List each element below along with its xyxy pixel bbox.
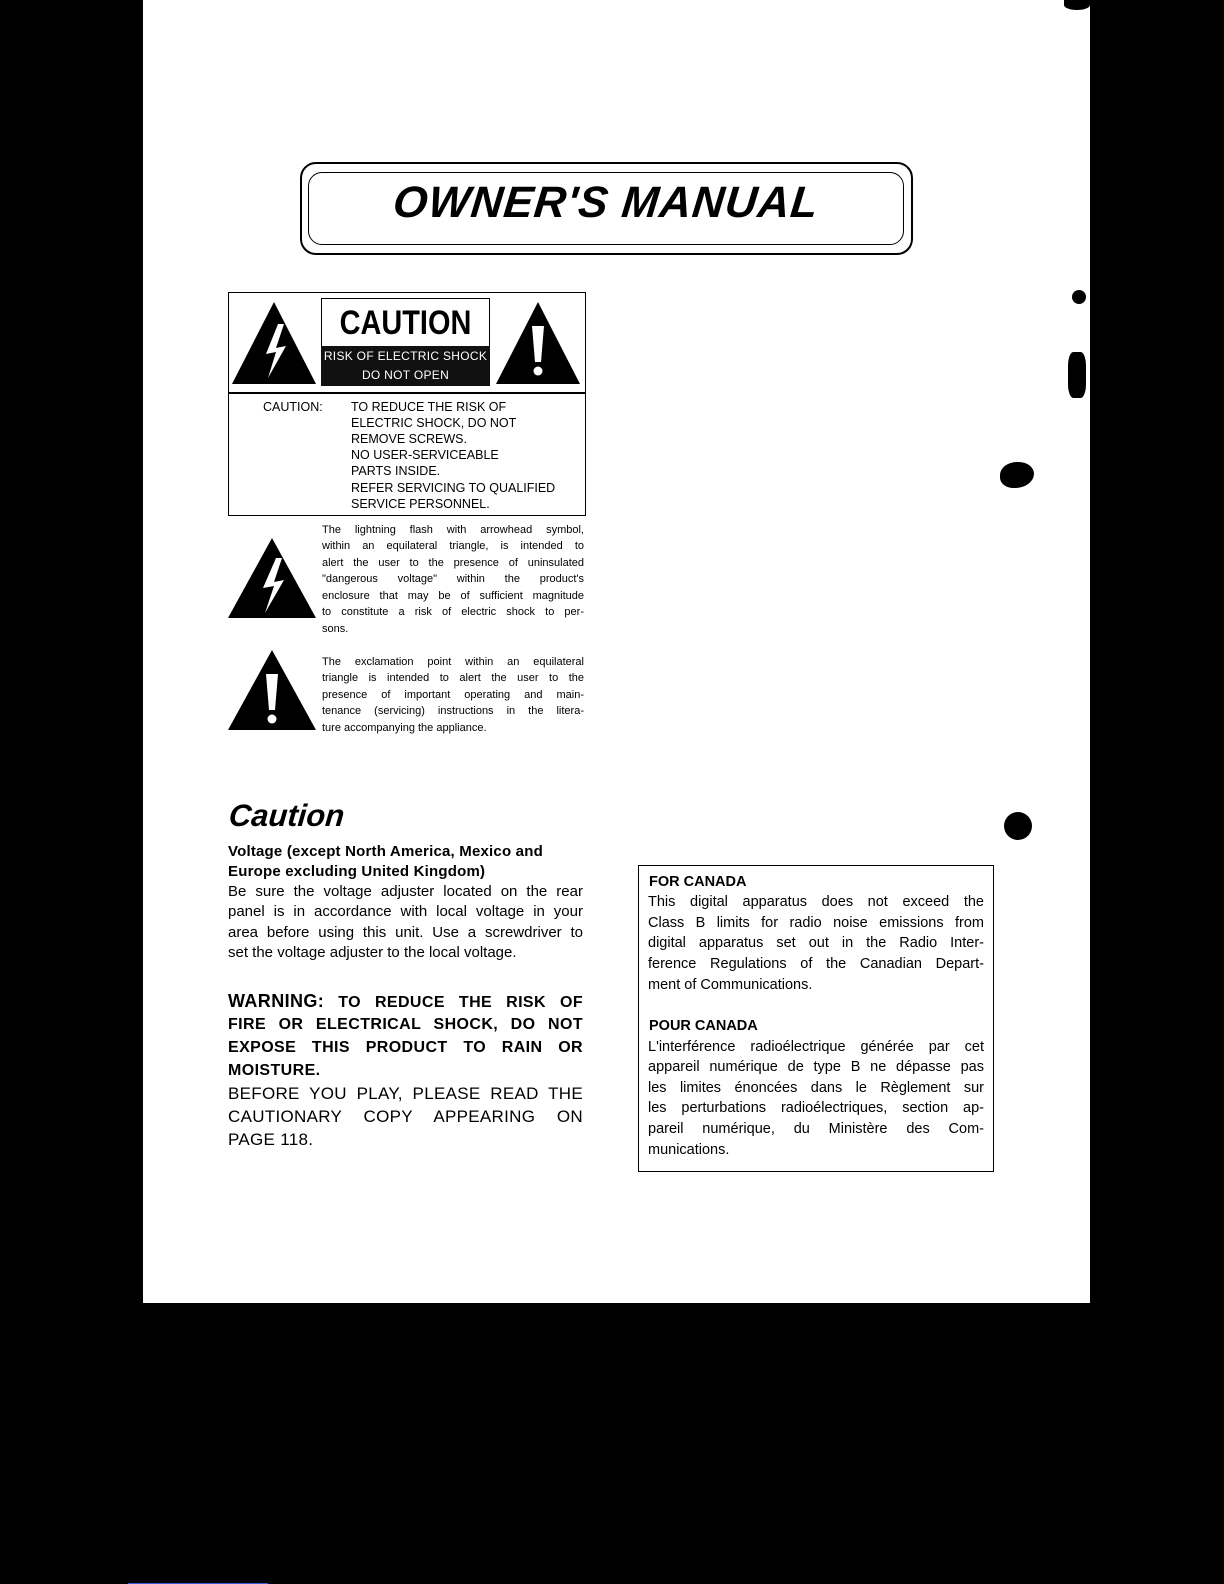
warning-word: WARNING:	[228, 991, 325, 1011]
canada-en-line: digital apparatus set out in the Radio Inter-	[648, 935, 984, 951]
scan-blot	[1068, 352, 1086, 398]
lightning-warning-icon	[230, 300, 318, 386]
lightning-explanation-line: enclosure that may be of sufficient magnitude	[322, 590, 584, 602]
exclamation-explanation-line: The exclamation point within an equilateral	[322, 656, 584, 668]
lightning-explanation-line: alert the user to the presence of uninsulated	[322, 557, 584, 569]
canada-en-line: Class B limits for radio noise emissions from	[648, 915, 984, 931]
voltage-body-line: area before using this unit. Use a screwdriver to	[228, 924, 583, 941]
before-play-line: PAGE 118.	[228, 1130, 314, 1149]
canada-fr-line: L'interférence radioélectrique générée par cet	[648, 1039, 984, 1055]
caution-heading: Caution	[227, 798, 346, 833]
caution-notice-line: SERVICE PERSONNEL.	[351, 497, 490, 511]
exclamation-symbol-icon	[226, 648, 318, 732]
canada-fr-line: les limites énoncées dans le Règlement sur	[648, 1080, 984, 1096]
warning-line: EXPOSE THIS PRODUCT TO RAIN OR	[228, 1039, 583, 1056]
canada-fr-line: pareil numérique, du Ministère des Com-	[648, 1121, 984, 1137]
warning-line: FIRE OR ELECTRICAL SHOCK, DO NOT	[228, 1016, 583, 1033]
exclamation-explanation-line: triangle is intended to alert the user to the	[322, 672, 584, 684]
canada-en-heading: FOR CANADA	[649, 874, 747, 890]
voltage-heading-line: Europe excluding United Kingdom)	[228, 863, 486, 880]
scan-blot	[1072, 290, 1086, 304]
caution-notice-line: ELECTRIC SHOCK, DO NOT	[351, 416, 517, 430]
canada-en-line: ment of Communications.	[648, 977, 813, 993]
warning-line	[228, 991, 583, 1012]
lightning-symbol-icon	[226, 536, 318, 620]
canada-fr-line: munications.	[648, 1142, 730, 1158]
voltage-body-line: panel is in accordance with local voltage in your	[228, 903, 583, 920]
caution-label-line: DO NOT OPEN	[361, 368, 450, 382]
lightning-explanation-line: The lightning flash with arrowhead symbol,	[322, 524, 584, 536]
canada-en-line: This digital apparatus does not exceed the	[648, 894, 984, 910]
caution-label-line: RISK OF ELECTRIC SHOCK	[323, 349, 488, 363]
voltage-body-line: set the voltage adjuster to the local voltage.	[228, 944, 517, 961]
caution-notice-prefix: CAUTION:	[263, 400, 323, 414]
caution-box-divider	[228, 392, 586, 394]
warning-line-rest: TO REDUCE THE RISK OF	[338, 994, 583, 1011]
exclamation-explanation-line: presence of important operating and main-	[322, 689, 584, 701]
lightning-explanation-line: sons.	[322, 623, 349, 635]
lightning-explanation-line: "dangerous voltage" within the product's	[322, 573, 584, 585]
caution-notice-line: TO REDUCE THE RISK OF	[351, 400, 507, 414]
voltage-heading-line: Voltage (except North America, Mexico and	[228, 843, 543, 860]
caution-notice-line: REMOVE SCREWS.	[351, 432, 467, 446]
before-play-line: BEFORE YOU PLAY, PLEASE READ THE	[228, 1084, 583, 1103]
caution-label-word: CAUTION	[339, 304, 472, 342]
canada-fr-line: appareil numérique de type B ne dépasse pas	[648, 1059, 984, 1075]
page-title: OWNER'S MANUAL	[390, 178, 822, 227]
caution-notice-line: NO USER-SERVICEABLE	[351, 448, 499, 462]
exclamation-explanation-line: tenance (servicing) instructions in the litera-	[322, 705, 584, 717]
lightning-explanation-line: within an equilateral triangle, is intended to	[322, 540, 584, 552]
lightning-explanation-line: to constitute a risk of electric shock to per-	[322, 606, 584, 618]
caution-notice-line: REFER SERVICING TO QUALIFIED	[351, 481, 556, 495]
before-play-line: CAUTIONARY COPY APPEARING ON	[228, 1107, 583, 1126]
voltage-body-line: Be sure the voltage adjuster located on the rear	[228, 883, 583, 900]
canada-en-line: ference Regulations of the Canadian Depart-	[648, 956, 984, 972]
canada-fr-heading: POUR CANADA	[649, 1018, 758, 1034]
caution-notice-line: PARTS INSIDE.	[351, 464, 441, 478]
scan-blot	[1064, 0, 1090, 10]
canada-fr-line: les perturbations radioélectriques, section ap-	[648, 1100, 984, 1116]
exclamation-explanation-line: ture accompanying the appliance.	[322, 722, 487, 734]
warning-line: MOISTURE.	[228, 1062, 321, 1079]
scan-blot	[1004, 812, 1032, 840]
exclamation-warning-icon	[494, 300, 582, 386]
